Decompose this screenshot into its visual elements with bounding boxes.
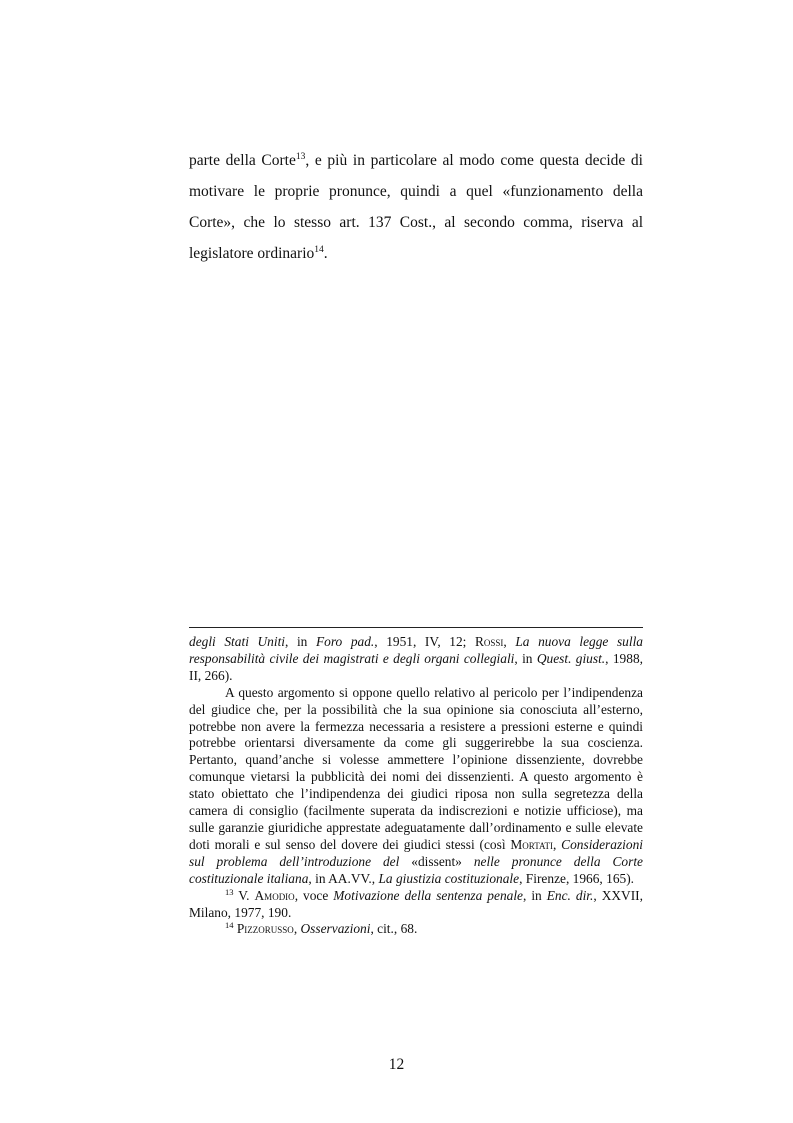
footnote-separator <box>189 627 643 628</box>
author-name: Mortati <box>510 836 553 852</box>
footnote-ref-14[interactable]: 14 <box>314 245 324 255</box>
body-text: parte della Corte <box>189 152 296 169</box>
footnote-number: 14 <box>225 920 234 931</box>
footnote-number: 13 <box>225 886 234 897</box>
body-text: . <box>323 245 328 262</box>
footnote-14: $^{14}$ Pizzorusso, Osservazioni, cit., 68. <box>225 920 418 937</box>
footnote-13: $^{13}$ V. Amodio, voce Motivazione della sentenza penale, in Enc. dir., XXVII, Milano, 1977, 190. <box>189 886 643 920</box>
author-name: Rossi <box>474 634 504 649</box>
footnote-continuation: degli Stati Uniti, in Foro pad., 1951, IV, 12; Rossi, La nuova legge sulla responsabilità civile dei magistrati e degli organi collegiali, in Quest. giust., 1988, II, 266). <box>189 634 643 683</box>
body-text: , e più in particolare al modo come questa decide di motivare le proprie pronunce, quindi a quel «funzionamento della Corte», che lo stesso art. 137 Cost., al secondo comma, riserva al legislatore ordinario <box>189 152 643 262</box>
footnotes <box>189 634 643 938</box>
footnote-ref-13[interactable]: 13 <box>295 152 306 162</box>
body-paragraph <box>189 145 643 269</box>
author-name: Amodio <box>254 887 295 903</box>
author-name: Pizzorusso <box>236 921 294 937</box>
footnote-paragraph: A questo argomento si oppone quello relativo al pericolo per l’indipendenza del giudice che, per la possibilità che la sua opinione sia conosciuta all’esterno, potrebbe non avere la fermezza necessaria a resistere a pressioni esterne e quindi potrebbe orientarsi diversamente da come gli suggerirebbe la sua coscienza. Pertanto, quand’anche si volesse ammettere l’opinione dissenziente, dovrebbe comunque vietarsi la pubblicità dei nomi dei dissenzienti. A questo argomento è stato obiettato che l’indipendenza dei giudici riposa non sulla segretezza della camera di consiglio (facilmente superata da indiscrezioni e notizie ufficiose), ma sulle garanzie giuridiche apprestate adeguatamente dall’ordinamento e sulle elevate doti morali e sul senso del dovere dei giudici stessi (così Mortati, Considerazioni sul problema dell’introduzione del «dissent» nelle pronunce della Corte costituzionale italiana, in AA.VV., La giustizia costituzionale, Firenze, 1966, 165). <box>189 684 643 886</box>
page-number: 12 <box>388 1056 405 1073</box>
